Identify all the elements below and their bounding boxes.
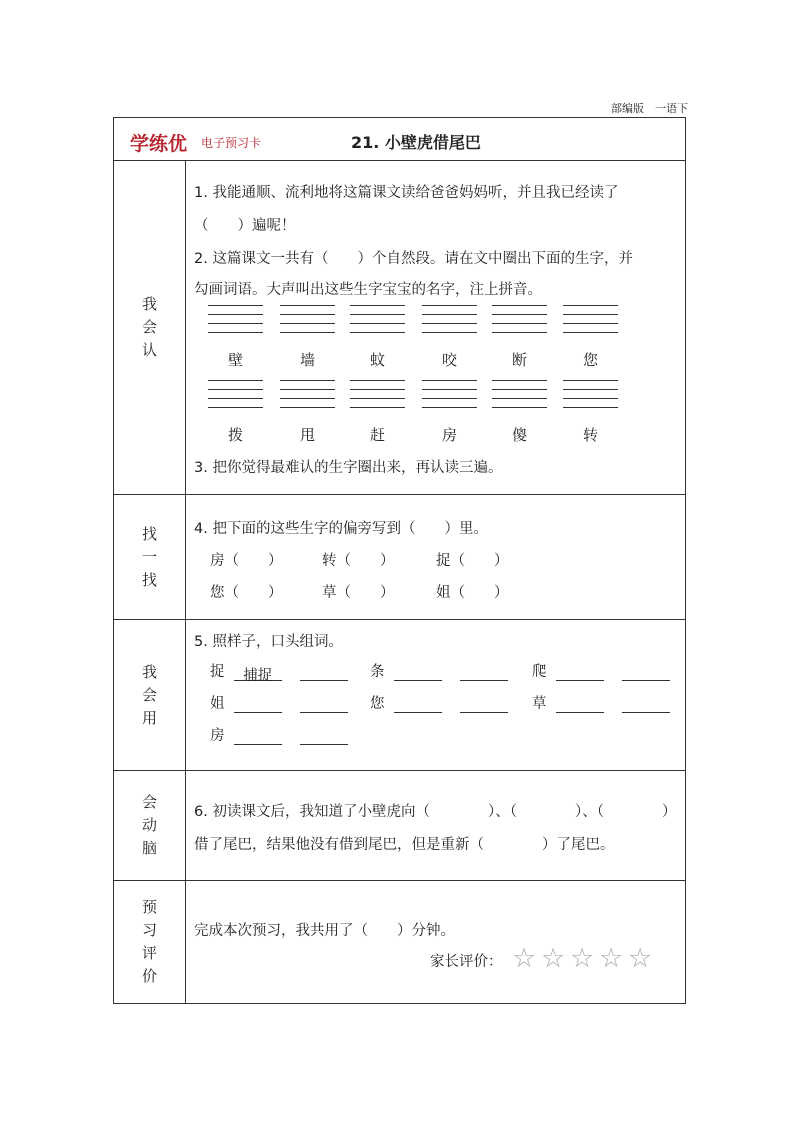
pinyin-lines[interactable] <box>492 305 547 340</box>
radical-item[interactable]: 您（ ） <box>210 585 283 601</box>
answer-blank[interactable] <box>394 664 442 681</box>
star-icon[interactable]: ☆ <box>541 943 567 974</box>
question-1-line-1: 1. 我能通顺、流利地将这篇课文读给爸爸妈妈听，并且我已经读了 <box>194 185 619 201</box>
question-5: 5. 照样子，口头组词。 <box>194 634 343 650</box>
character: 傻 <box>511 426 527 444</box>
answer-blank[interactable] <box>234 728 282 745</box>
answer-blank[interactable] <box>622 664 670 681</box>
section-label-cell <box>114 620 186 770</box>
pinyin-lines[interactable] <box>208 380 263 415</box>
brand-logo-text: 学练优 <box>130 133 188 155</box>
section-think <box>114 771 685 881</box>
section-label: 预 习 评 价 <box>141 898 157 985</box>
character: 壁 <box>227 351 243 369</box>
radical-item[interactable]: 姐（ ） <box>436 585 509 601</box>
answer-blank[interactable] <box>300 696 348 713</box>
word-building-item: 房 <box>210 724 348 745</box>
section-label-cell <box>114 881 186 1003</box>
answer-blank[interactable] <box>556 696 604 713</box>
section-label-cell <box>114 771 186 880</box>
question-2-line-1: 2. 这篇课文一共有（ ）个自然段。请在文中圈出下面的生字，并 <box>194 251 633 267</box>
section-find <box>114 495 685 620</box>
word-building-item: 条 <box>370 660 508 681</box>
answer-blank[interactable] <box>622 696 670 713</box>
card-subtitle: 电子预习卡 <box>201 136 262 150</box>
parent-evaluation-label: 家长评价： <box>430 954 503 970</box>
pinyin-lines[interactable] <box>422 305 477 340</box>
radical-item[interactable]: 转（ ） <box>322 553 395 569</box>
pinyin-lines[interactable] <box>350 380 405 415</box>
answer-blank[interactable] <box>234 696 282 713</box>
preview-time-text: 完成本次预习，我共用了（ ）分钟。 <box>194 923 455 939</box>
answer-blank[interactable] <box>460 696 508 713</box>
answer-blank[interactable] <box>300 728 348 745</box>
character: 甩 <box>299 426 315 444</box>
radical-item[interactable]: 房（ ） <box>210 553 283 569</box>
question-3: 3. 把你觉得最难认的生字圈出来，再认读三遍。 <box>194 460 503 476</box>
pinyin-lines[interactable] <box>492 380 547 415</box>
section-evaluation <box>114 881 685 1003</box>
character: 您 <box>582 351 598 369</box>
section-label: 我 会 用 <box>141 662 157 727</box>
example-word: 捕捉 <box>234 664 282 681</box>
word-building-item: 草 <box>532 692 670 713</box>
section-recognize <box>114 161 685 495</box>
word-building-item: 姐 <box>210 692 348 713</box>
word-building-item: 捉 捕捉 <box>210 660 348 681</box>
star-icon[interactable]: ☆ <box>512 943 538 974</box>
character: 房 <box>441 426 457 444</box>
question-1-line-2: （ ）遍呢！ <box>194 218 296 234</box>
answer-blank[interactable] <box>300 664 348 681</box>
pinyin-lines[interactable] <box>208 305 263 340</box>
edition-label: 部编版 一语下 <box>611 102 688 115</box>
section-label: 找 一 找 <box>141 524 157 589</box>
star-icon[interactable]: ☆ <box>570 943 596 974</box>
section-label: 会 动 脑 <box>141 793 157 857</box>
star-icon[interactable]: ☆ <box>628 943 654 974</box>
character: 咬 <box>441 351 457 369</box>
pinyin-lines[interactable] <box>280 380 335 415</box>
pinyin-lines[interactable] <box>563 305 618 340</box>
answer-blank[interactable] <box>556 664 604 681</box>
word-building-item: 您 <box>370 692 508 713</box>
section-label-cell <box>114 495 186 619</box>
question-2-line-2: 勾画词语。大声叫出这些生字宝宝的名字，注上拼音。 <box>194 282 542 298</box>
radical-item[interactable]: 捉（ ） <box>436 553 509 569</box>
character: 拨 <box>227 426 243 444</box>
question-4: 4. 把下面的这些生字的偏旁写到（ ）里。 <box>194 521 488 537</box>
question-6-line-2: 借了尾巴，结果他没有借到尾巴，但是重新（ ）了尾巴。 <box>194 837 615 853</box>
character: 蚊 <box>369 351 385 369</box>
star-icon[interactable]: ☆ <box>599 943 625 974</box>
answer-blank[interactable] <box>460 664 508 681</box>
question-6-line-1: 6. 初读课文后，我知道了小壁虎向（ ）、（ ）、（ ） <box>194 804 677 820</box>
radical-item[interactable]: 草（ ） <box>322 585 395 601</box>
pinyin-lines[interactable] <box>422 380 477 415</box>
character: 断 <box>511 351 527 369</box>
character: 转 <box>582 426 598 444</box>
lesson-title: 21. 小壁虎借尾巴 <box>351 133 481 152</box>
answer-blank[interactable] <box>394 696 442 713</box>
section-label-cell <box>114 161 186 494</box>
pinyin-lines[interactable] <box>563 380 618 415</box>
section-use <box>114 620 685 771</box>
pinyin-lines[interactable] <box>350 305 405 340</box>
character: 赶 <box>369 426 385 444</box>
section-label: 我 会 认 <box>141 295 157 359</box>
pinyin-lines[interactable] <box>280 305 335 340</box>
star-rating[interactable] <box>512 943 657 974</box>
preview-card <box>113 117 686 1004</box>
character: 墙 <box>299 351 315 369</box>
header-row <box>114 118 685 161</box>
word-building-item: 爬 <box>532 660 670 681</box>
